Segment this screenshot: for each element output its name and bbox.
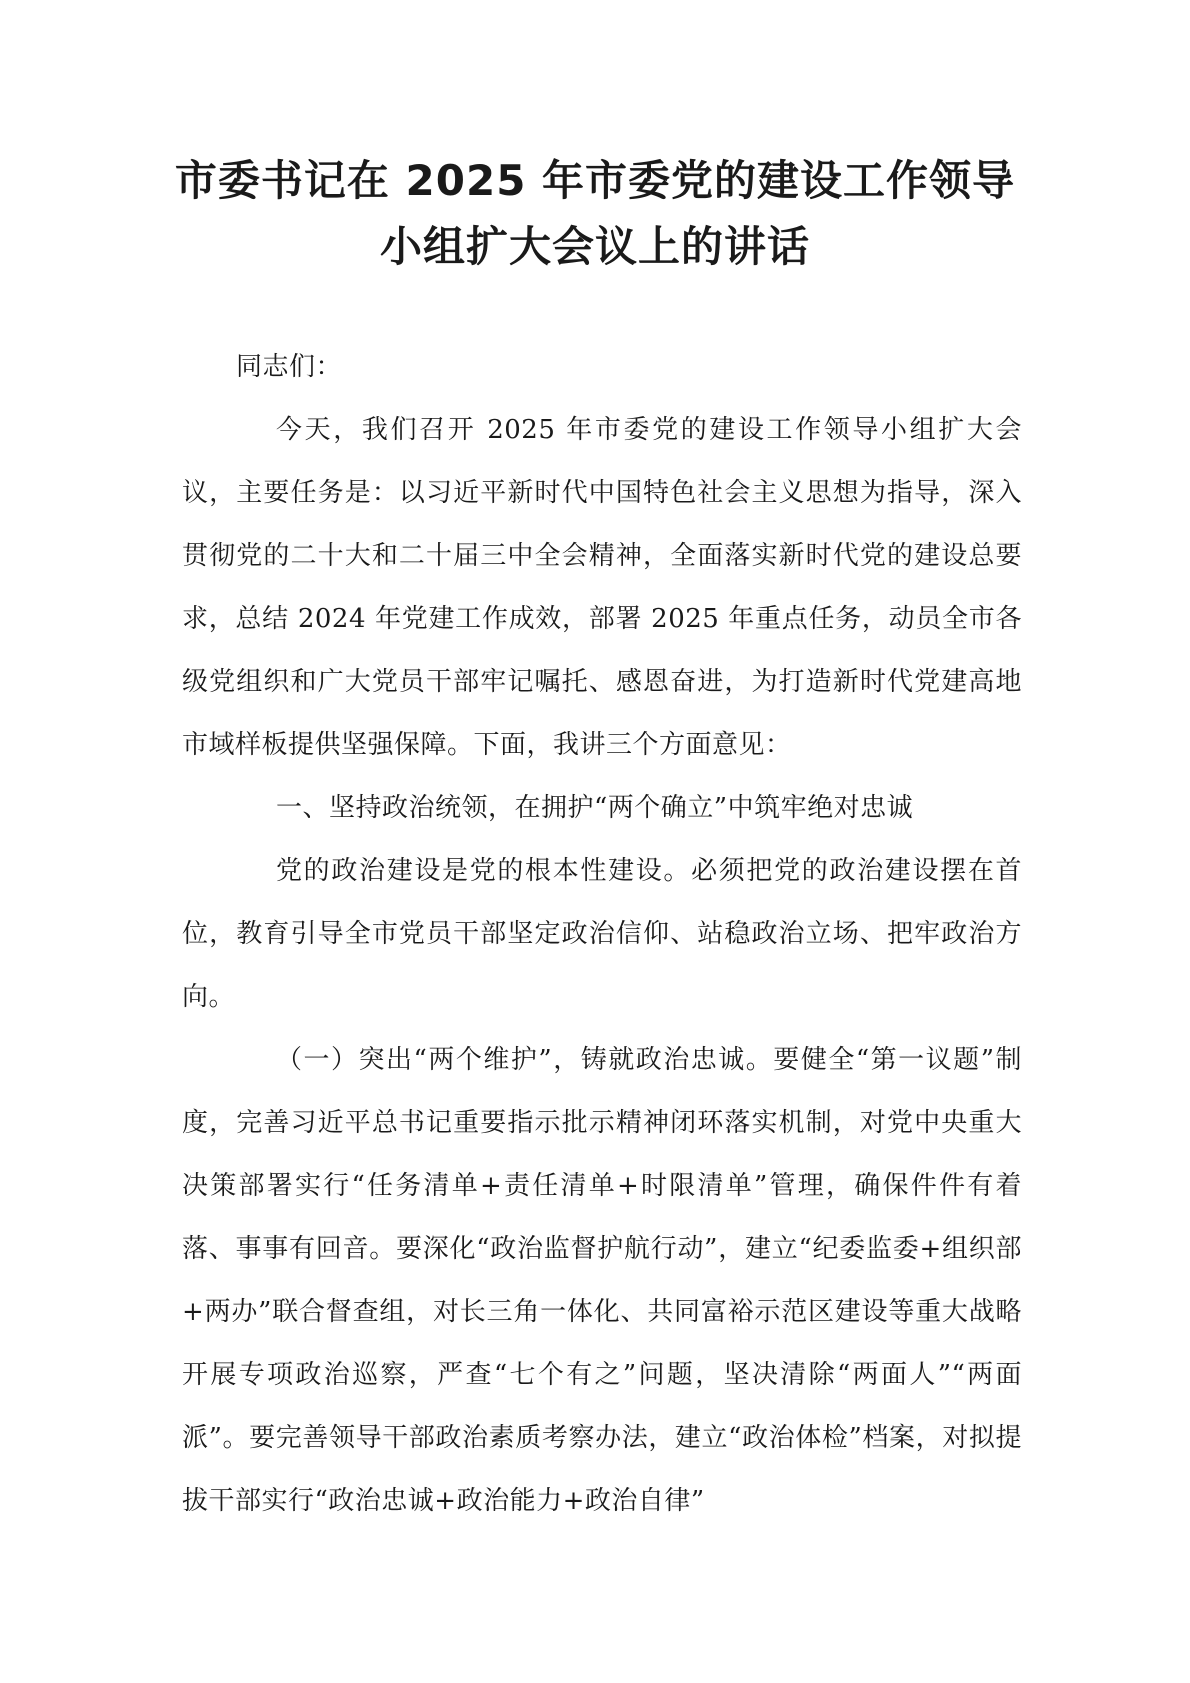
title-line-1: 市委书记在 2025 年市委党的建设工作领导 <box>174 156 1016 205</box>
document-title <box>100 148 1090 280</box>
paragraph-subsection-1: （一）突出“两个维护”，铸就政治忠诚。要健全“第一议题”制度，完善习近平总书记重要指示批示精神闭环落实机制，对党中央重大决策部署实行“任务清单+责任清单+时限清单”管理，确保件件有着落、事事有回音。要深化“政治监督护航行动”，建立“纪委监委+组织部+两办”联合督查组，对长三角一体化、共同富裕示范区建设等重大战略开展专项政治巡察，严查“七个有之”问题，坚决清除“两面人”“两面派”。要完善领导干部政治素质考察办法，建立“政治体检”档案，对拟提拔干部实行“政治忠诚+政治能力+政治自律” <box>182 1045 1022 1516</box>
title-line-2: 小组扩大会议上的讲话 <box>379 222 810 271</box>
paragraph-section-1-lead: 党的政治建设是党的根本性建设。必须把党的政治建设摆在首位，教育引导全市党员干部坚定政治信仰、站稳政治立场、把牢政治方向。 <box>182 856 1022 1012</box>
salutation: 同志们： <box>236 352 343 382</box>
document-body <box>182 336 1022 1533</box>
paragraph-intro: 今天，我们召开 2025 年市委党的建设工作领导小组扩大会议，主要任务是：以习近平新时代中国特色社会主义思想为指导，深入贯彻党的二十大和二十届三中全会精神，全面落实新时代党的建设总要求，总结 2024 年党建工作成效，部署 2025 年重点任务，动员全市各级党组织和广大党员干部牢记嘱托、感恩奋进，为打造新时代党建高地市域样板提供坚强保障。下面，我讲三个方面意见： <box>182 415 1022 760</box>
section-heading-1: 一、坚持政治统领，在拥护“两个确立”中筑牢绝对忠诚 <box>276 793 914 823</box>
